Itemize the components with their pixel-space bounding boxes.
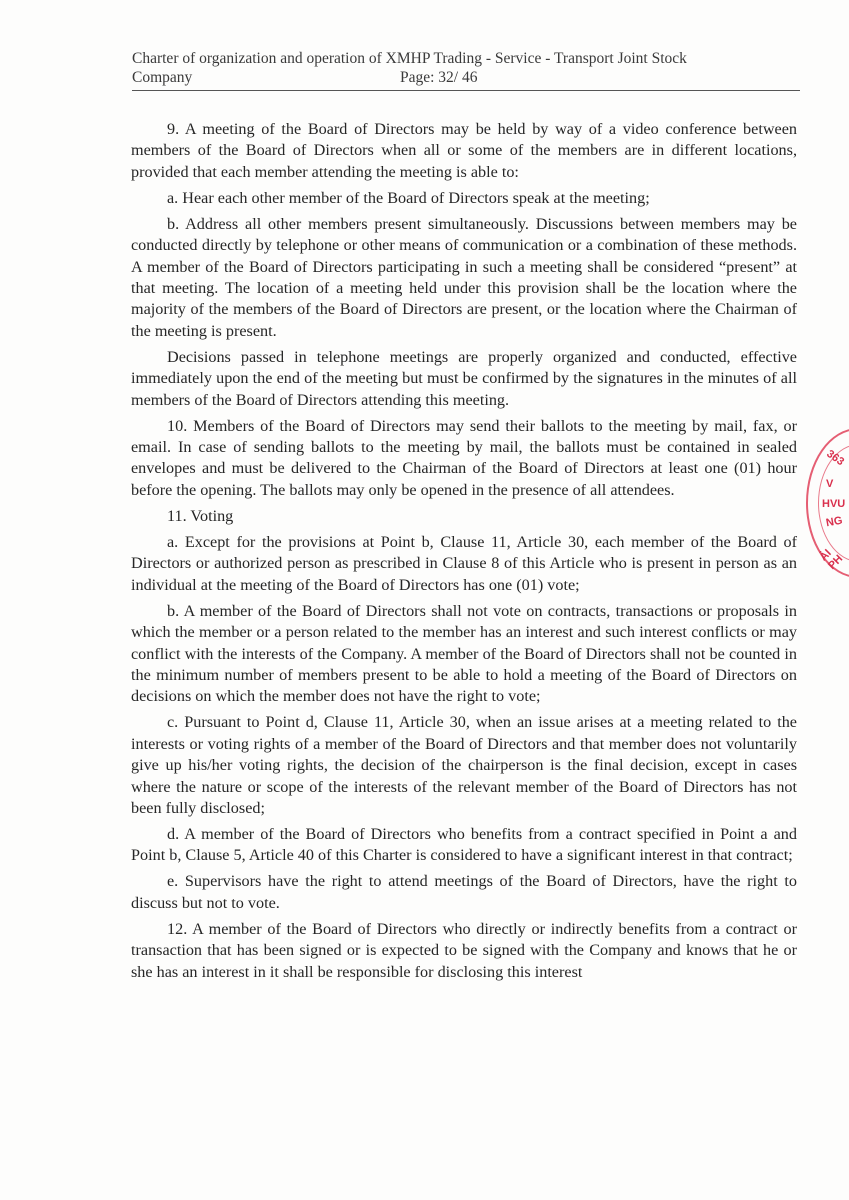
document-body xyxy=(131,119,797,988)
paragraph-decisions: Decisions passed in telephone meetings are properly organized and conducted, effective immediately upon the end of the meeting but must be confirmed by the signatures in the minutes of all members of the Board of Directors attending this meeting. xyxy=(131,347,797,409)
paragraph-10: 10. Members of the Board of Directors may send their ballots to the meeting by mail, fax, or email. In case of sending ballots to the meeting by mail, the ballots must be contained in sealed envelopes and must be delivered to the Chairman of the Board of Directors at least one (01) hour before the opening. The ballots may only be opened in the presence of all attendees. xyxy=(131,416,797,499)
paragraph-9b: b. Address all other members present simultaneously. Discussions between members may be conducted directly by telephone or other means of communication or a combination of these methods. A member of the Board of Directors participating in such a meeting shall be considered “present” at that meeting. The location of a meeting held under this provision shall be the location where the majority of the members of the Board of Directors are present, or the location where the Chairman of the meeting is present. xyxy=(131,214,797,340)
paragraph-11a: a. Except for the provisions at Point b, Clause 11, Article 30, each member of the Board of Directors or authorized person as prescribed in Clause 8 of this Article who is present in person as an individual at the meeting of the Board of Directors has one (01) vote; xyxy=(131,532,797,594)
paragraph-11e: e. Supervisors have the right to attend meetings of the Board of Directors, have the right to discuss but not to vote. xyxy=(131,872,797,912)
paragraph-9: 9. A meeting of the Board of Directors may be held by way of a video conference between members of the Board of Directors when all or some of the members are in different locations, provided that each member attending the meeting is able to: xyxy=(131,120,797,181)
paragraph-9a: a. Hear each other member of the Board of Directors speak at the meeting; xyxy=(167,188,650,207)
paragraph-11b: b. A member of the Board of Directors shall not vote on contracts, transactions or proposals in which the member or a person related to the member has an interest and such interest conflicts or may conflict with the interests of the Company. A member of the Board of Directors shall not be counted in the minimum number of members present to be able to hold a meeting of the Board of Directors on decisions on which the member does not have the right to vote; xyxy=(131,601,797,706)
paragraph-12: 12. A member of the Board of Directors who directly or indirectly benefits from a contract or transaction that has been signed or is expected to be signed with the Company and knows that he or she has an interest in it shall be responsible for disclosing this interest xyxy=(131,919,797,981)
header-title-cont: Company xyxy=(132,69,193,86)
header-row2 xyxy=(132,68,800,87)
seal-text-5: ẢI PH xyxy=(817,547,846,573)
seal-text-4: NG xyxy=(825,514,844,530)
seal-text-3: HVU xyxy=(822,498,846,510)
seal-text-1: 363 xyxy=(824,447,847,469)
paragraph-11c: c. Pursuant to Point d, Clause 11, Article 30, when an issue arises at a meeting related to the interests or voting rights of a member of the Board of Directors and that member does not voluntarily give up his/her voting rights, the decision of the chairperson is the final decision, except in cases where the nature or scope of the interests of the relevant member of the Board of Directors has not been fully disclosed; xyxy=(131,713,797,817)
paragraph-11-voting: 11. Voting xyxy=(167,506,234,525)
paragraph-11d: d. A member of the Board of Directors who benefits from a contract specified in Point a and Point b, Clause 5, Article 40 of this Charter is considered to have a significant interest in that contract; xyxy=(131,824,797,865)
page-header xyxy=(132,49,800,91)
page-number: Page: 32/ 46 xyxy=(400,69,478,86)
header-title: Charter of organization and operation of XMHP Trading - Service - Transport Joint Stock xyxy=(132,50,687,67)
seal-text-2: V xyxy=(826,478,834,490)
